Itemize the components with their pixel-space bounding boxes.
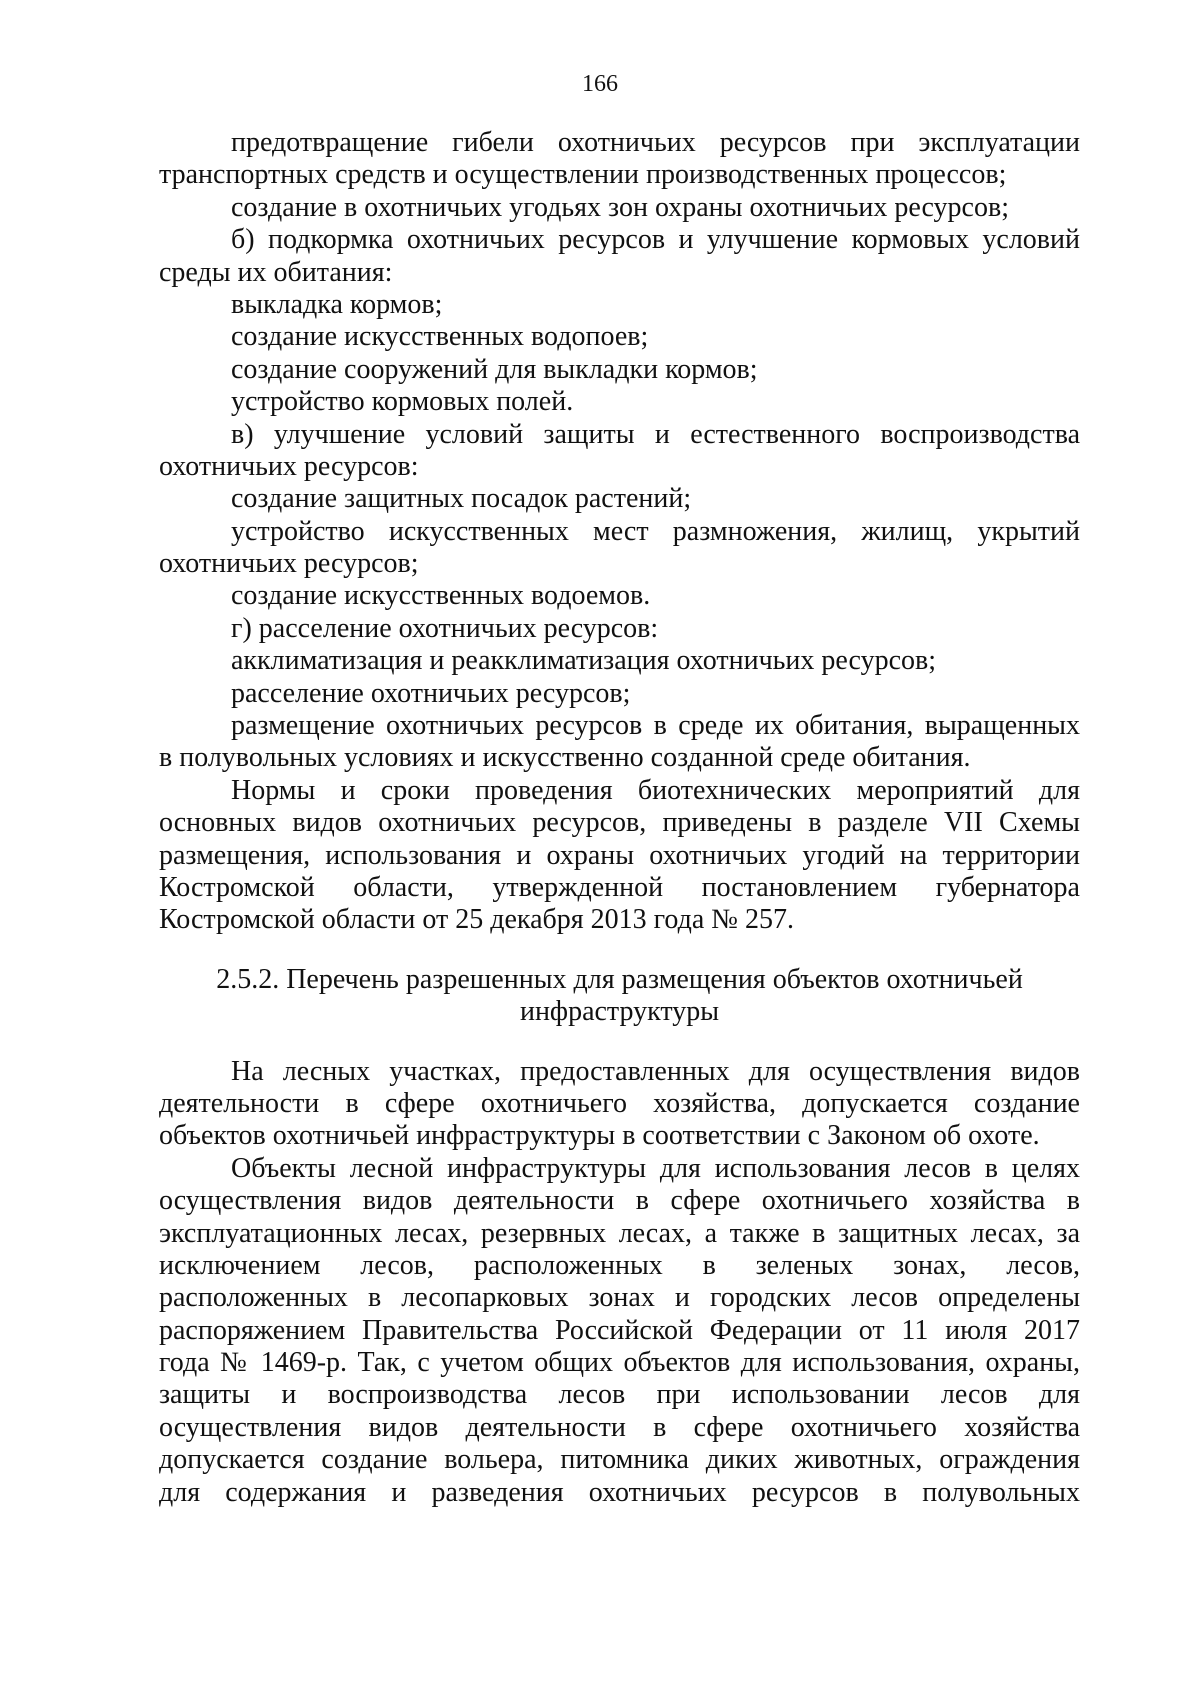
text-line: создание защитных посадок растений; <box>231 483 692 515</box>
text-line: создание искусственных водоемов. <box>231 580 651 612</box>
text-line: для содержания и разведения охотничьих ресурсов в полувольных <box>159 1476 1080 1508</box>
text-line: создание в охотничьих угодьях зон охраны охотничьих ресурсов; <box>231 191 1009 223</box>
text-line: года № 1469-р. Так, с учетом общих объектов для использования, охраны, <box>159 1347 1080 1379</box>
text-line: Объекты лесной инфраструктуры для использования лесов в целях <box>231 1152 1080 1184</box>
text-line: охотничьих ресурсов: <box>159 450 419 482</box>
text-line: б) подкормка охотничьих ресурсов и улучшение кормовых условий <box>231 224 1080 256</box>
text-line: Нормы и сроки проведения биотехнических мероприятий для <box>231 774 1080 806</box>
text-line: расположенных в лесопарковых зонах и городских лесов определены <box>159 1282 1080 1314</box>
text-line: основных видов охотничьих ресурсов, приведены в разделе VII Схемы <box>159 807 1080 839</box>
section-heading <box>159 964 1080 1029</box>
text-line: в полувольных условиях и искусственно созданной среде обитания. <box>159 742 971 774</box>
text-line: устройство кормовых полей. <box>231 386 574 418</box>
text-line: в) улучшение условий защиты и естественного воспроизводства <box>231 418 1080 450</box>
text-line: выкладка кормов; <box>231 288 443 320</box>
text-line: размещения, использования и охраны охотничьих угодий на территории <box>159 839 1080 871</box>
text-line: г) расселение охотничьих ресурсов: <box>231 612 659 644</box>
heading-line: инфраструктуры <box>519 996 720 1028</box>
text-line: эксплуатационных лесах, резервных лесах, а также в защитных лесах, за <box>159 1217 1080 1249</box>
text-line: создание сооружений для выкладки кормов; <box>231 353 758 385</box>
page-number: 166 <box>582 71 618 97</box>
text-line: объектов охотничьей инфраструктуры в соответствии с Законом об охоте. <box>159 1120 1040 1152</box>
text-line: На лесных участках, предоставленных для осуществления видов <box>231 1055 1080 1087</box>
spacer <box>159 1029 1080 1056</box>
text-line: охотничьих ресурсов; <box>159 548 419 580</box>
text-line: Костромской области от 25 декабря 2013 года № 257. <box>159 904 795 936</box>
text-line: исключением лесов, расположенных в зеленых зонах, лесов, <box>159 1249 1080 1281</box>
text-line: осуществления видов деятельности в сфере охотничьего хозяйства в <box>159 1185 1080 1217</box>
text-line: акклиматизация и реакклиматизация охотничьих ресурсов; <box>231 645 937 677</box>
text-line: предотвращение гибели охотничьих ресурсов при эксплуатации <box>231 127 1080 158</box>
text-line: допускается создание вольера, питомника диких животных, ограждения <box>159 1444 1080 1476</box>
text-line: распоряжением Правительства Российской Федерации от 11 июля 2017 <box>159 1314 1080 1346</box>
text-line: устройство искусственных мест размножения, жилищ, укрытий <box>231 515 1080 547</box>
text-line: размещение охотничьих ресурсов в среде их обитания, выращенных <box>231 710 1080 742</box>
text-line: среды их обитания: <box>159 256 393 288</box>
text-line: деятельности в сфере охотничьего хозяйства, допускается создание <box>159 1087 1080 1119</box>
spacer <box>159 937 1080 964</box>
text-line: расселение охотничьих ресурсов; <box>231 677 631 709</box>
text-line: создание искусственных водопоев; <box>231 321 649 353</box>
text-line: Костромской области, утвержденной постановлением губернатора <box>159 871 1080 903</box>
text-line: осуществления видов деятельности в сфере охотничьего хозяйства <box>159 1411 1080 1443</box>
document-body <box>159 127 1080 1509</box>
heading-line: 2.5.2. Перечень разрешенных для размещения объектов охотничьей <box>216 963 1023 995</box>
text-line: транспортных средств и осуществлении производственных процессов; <box>159 159 1007 191</box>
text-line: защиты и воспроизводства лесов при использовании лесов для <box>159 1379 1080 1411</box>
